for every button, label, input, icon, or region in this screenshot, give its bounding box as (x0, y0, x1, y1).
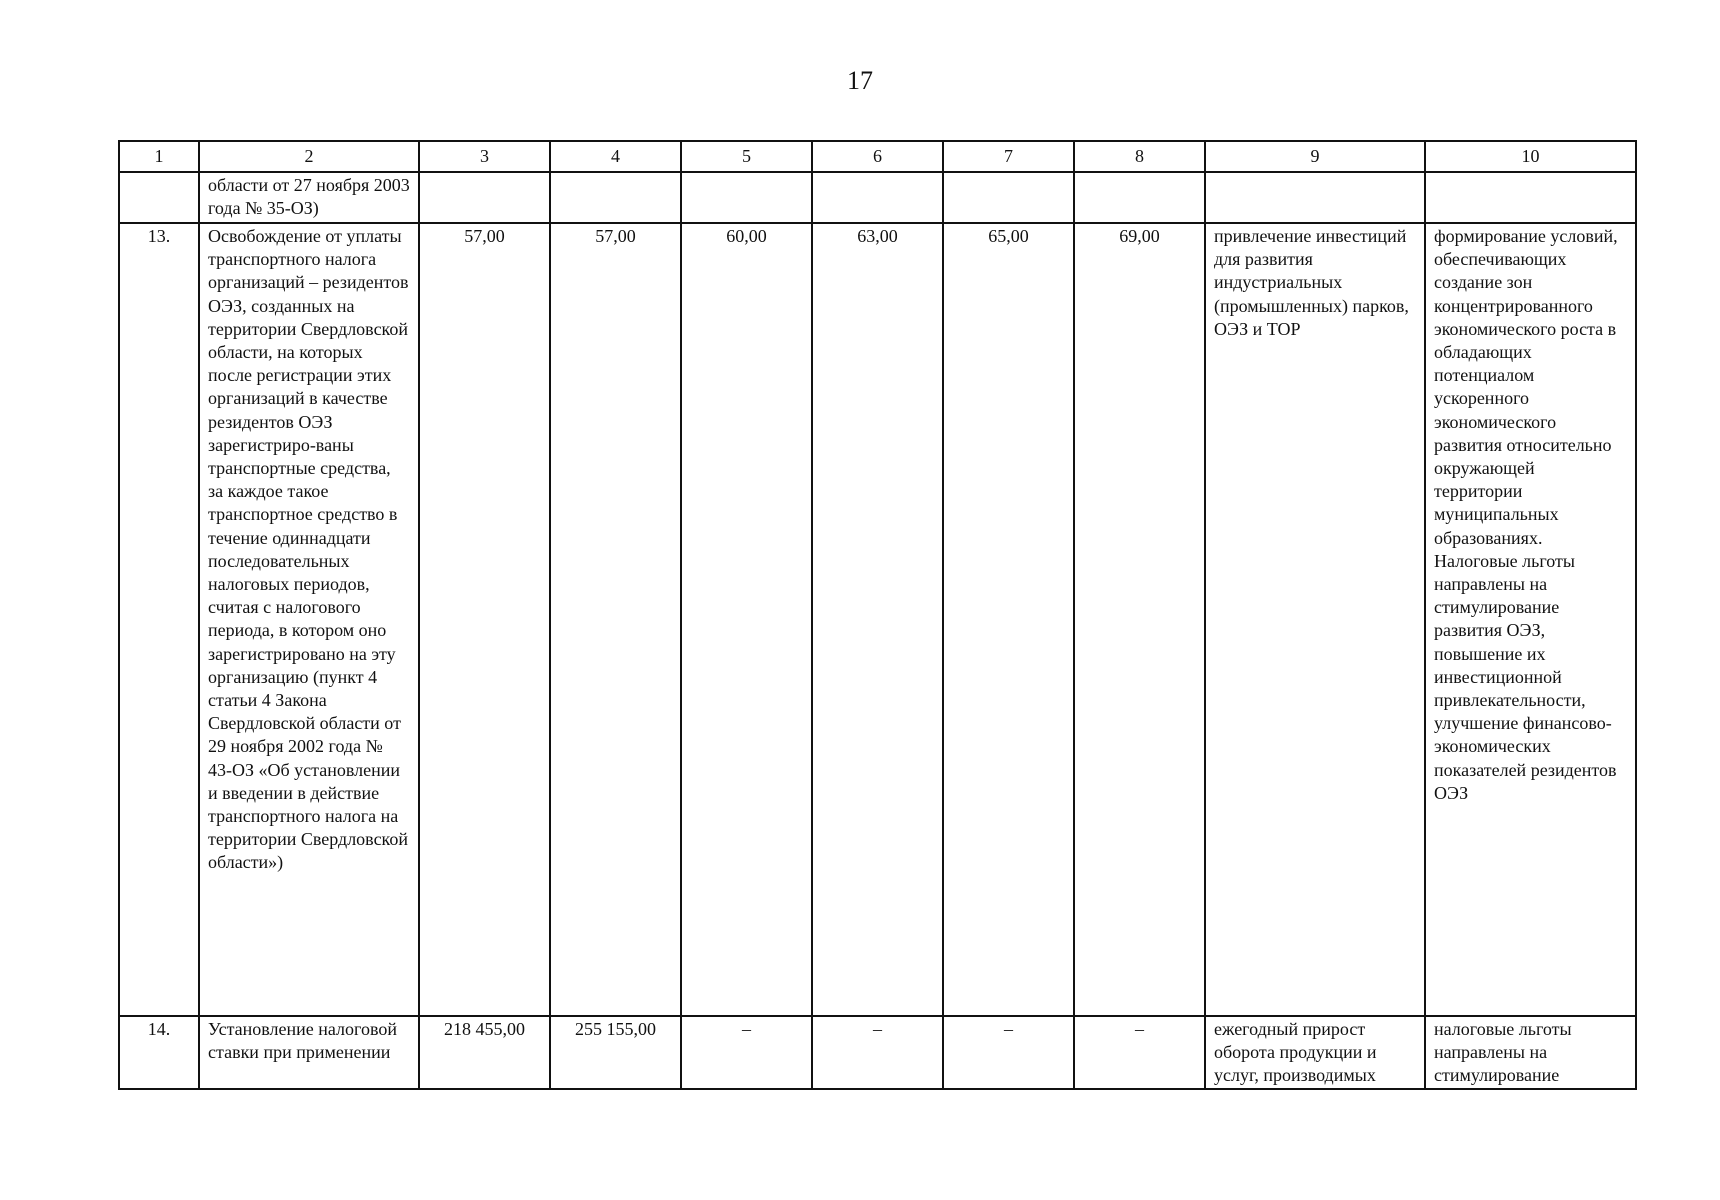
value-col-7: – (943, 1016, 1074, 1089)
value-col-3 (419, 172, 550, 223)
header-cell-5: 5 (681, 141, 812, 172)
benefit-name: Установление налоговой ставки при применении (199, 1016, 419, 1089)
value-col-3: 218 455,00 (419, 1016, 550, 1089)
header-cell-3: 3 (419, 141, 550, 172)
value-col-7 (943, 172, 1074, 223)
value-col-8 (1074, 172, 1205, 223)
row-number: 14. (119, 1016, 199, 1089)
benefit-name: Освобождение от уплаты транспортного налога организаций – резидентов ОЭЗ, созданных на территории Свердловской области, на которых после регистрации этих организаций в качестве резидентов ОЭЗ зарегистриро-ваны транспортные средства, за каждое такое транспортное средство в течение одиннадцати последовательных налоговых периодов, считая с налогового периода, в котором оно зарегистрировано на эту организацию (пункт 4 статьи 4 Закона Свердловской области от 29 ноября 2002 года № 43-ОЗ «Об установлении и введении в действие транспортного налога на территории Свердловской области») (199, 223, 419, 1016)
benefit-note: формирование условий, обеспечивающих создание зон концентрированного экономического роста в обладающих потенциалом ускоренного экономического развития относительно окружающей территории муниципальных образованиях. Налоговые льготы направлены на стимулирование развития ОЭЗ, повышение их инвестиционной привлекательности, улучшение финансово-экономических показателей резидентов ОЭЗ (1425, 223, 1636, 1016)
value-col-7: 65,00 (943, 223, 1074, 1016)
benefit-name: области от 27 ноября 2003 года № 35-ОЗ) (199, 172, 419, 223)
header-cell-1: 1 (119, 141, 199, 172)
row-number (119, 172, 199, 223)
table-header-row (119, 141, 1636, 172)
value-col-4: 57,00 (550, 223, 681, 1016)
table-row-14 (119, 1016, 1636, 1089)
header-cell-10: 10 (1425, 141, 1636, 172)
value-col-4: 255 155,00 (550, 1016, 681, 1089)
header-cell-6: 6 (812, 141, 943, 172)
page-number: 17 (847, 66, 873, 95)
value-col-6 (812, 172, 943, 223)
value-col-8: 69,00 (1074, 223, 1205, 1016)
value-col-5: 60,00 (681, 223, 812, 1016)
row-number: 13. (119, 223, 199, 1016)
benefit-goal: ежегодный прирост оборота продукции и услуг, производимых (1205, 1016, 1425, 1089)
table-row-13 (119, 223, 1636, 1016)
value-col-6: 63,00 (812, 223, 943, 1016)
value-col-5: – (681, 1016, 812, 1089)
value-col-3: 57,00 (419, 223, 550, 1016)
value-col-8: – (1074, 1016, 1205, 1089)
table-row-continuation (119, 172, 1636, 223)
value-col-6: – (812, 1016, 943, 1089)
value-col-5 (681, 172, 812, 223)
header-cell-7: 7 (943, 141, 1074, 172)
benefit-goal (1205, 172, 1425, 223)
header-cell-8: 8 (1074, 141, 1205, 172)
benefit-note: налоговые льготы направлены на стимулирование (1425, 1016, 1636, 1089)
header-cell-9: 9 (1205, 141, 1425, 172)
benefit-goal: привлечение инвестиций для развития индустриальных (промышленных) парков, ОЭЗ и ТОР (1205, 223, 1425, 1016)
value-col-4 (550, 172, 681, 223)
header-cell-2: 2 (199, 141, 419, 172)
tax-benefits-table (118, 140, 1637, 1090)
header-cell-4: 4 (550, 141, 681, 172)
benefit-note (1425, 172, 1636, 223)
